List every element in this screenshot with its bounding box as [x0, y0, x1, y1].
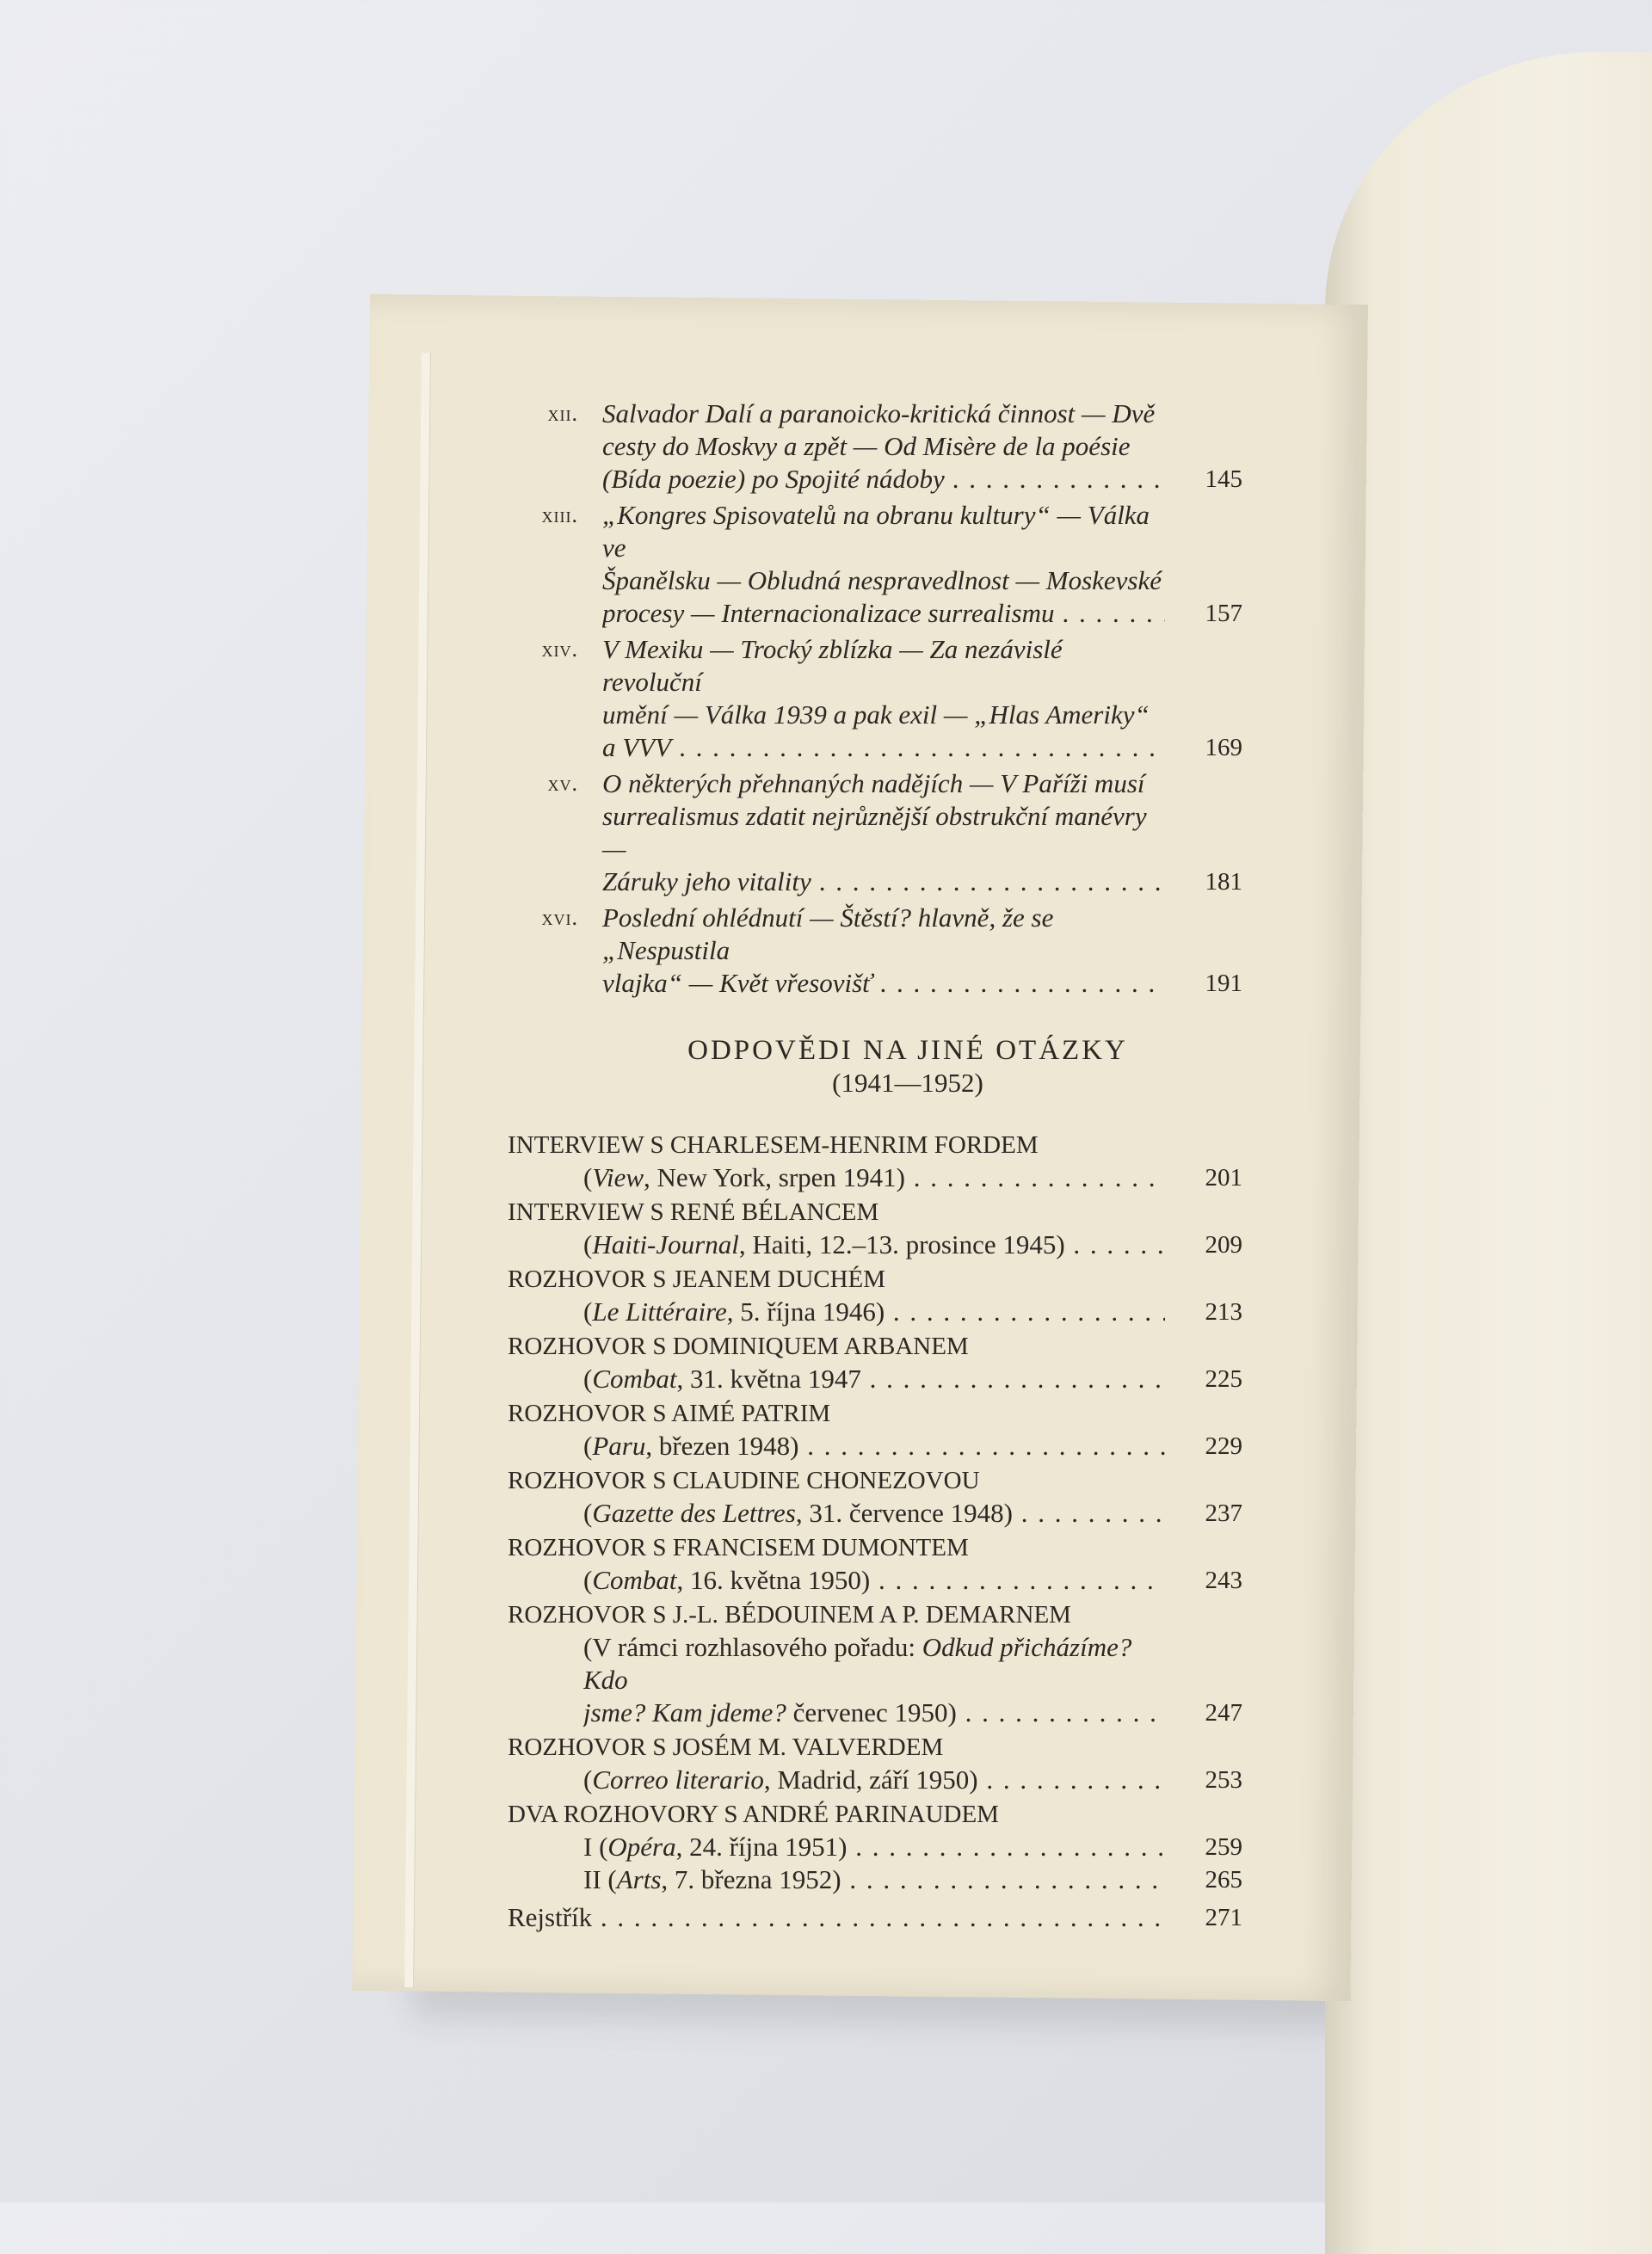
- toc-interview-radio: [508, 1598, 1248, 1729]
- chapter-line: Salvador Dalí a paranoicko-kritická činnost — Dvě: [602, 398, 1156, 428]
- toc-interview: [508, 1464, 1248, 1530]
- source-details: , New York, srpen 1941): [644, 1162, 905, 1192]
- toc-chapter-xiii: [508, 499, 1248, 630]
- page-number: 209: [1205, 1231, 1242, 1259]
- toc-interview: [508, 1531, 1248, 1597]
- interview-title: ROZHOVOR S JEANEM DUCHÉM: [508, 1266, 886, 1293]
- page-number: 253: [1205, 1766, 1242, 1794]
- source-publication: Correo literario: [592, 1764, 764, 1795]
- interview-title: ROZHOVOR S FRANCISEM DUMONTEM: [508, 1534, 969, 1561]
- toc-interview: [508, 1397, 1248, 1463]
- sub-entry: [508, 1831, 1248, 1863]
- page-number: 243: [1205, 1567, 1242, 1594]
- source-publication: Combat: [592, 1364, 677, 1394]
- page-number: 169: [1205, 734, 1242, 761]
- interview-source: (Gazette des Lettres, 31. července 1948) . . .: [583, 1497, 1165, 1530]
- interview-title: INTERVIEW S CHARLESEM-HENRIM FORDEM: [508, 1131, 1039, 1159]
- interview-source: (View, New York, srpen 1941) . . .: [583, 1161, 1165, 1194]
- interview-source: [583, 1631, 1165, 1697]
- page-number: 191: [1205, 970, 1242, 997]
- interview-title: ROZHOVOR S CLAUDINE CHONEZOVOU: [508, 1467, 980, 1494]
- interview-source: [583, 1697, 1165, 1729]
- source-details: červenec 1950): [786, 1697, 957, 1727]
- sub-prefix: I (: [583, 1832, 608, 1862]
- source-details: , 31. května 1947: [676, 1364, 861, 1394]
- chapter-line: (Bída poezie) po Spojité nádoby . . .: [602, 463, 1165, 496]
- toc-chapter-xv: [508, 767, 1248, 898]
- toc-interview: [508, 1129, 1248, 1194]
- table-of-contents: [508, 397, 1248, 1934]
- toc-chapter-xvi: [508, 902, 1248, 1000]
- toc-chapter-xiv: [508, 633, 1248, 764]
- chapter-line: vlajka“ — Květ vřesovišť . . .: [602, 967, 1165, 1000]
- source-publication: View: [592, 1162, 644, 1192]
- source-program: Odkud přicházíme? Kdo: [583, 1632, 1132, 1695]
- toc-interview: [508, 1263, 1248, 1328]
- chapter-line: V Mexiku — Trocký zblízka — Za nezávislé revoluční: [602, 634, 1063, 697]
- toc-index: [508, 1901, 1248, 1934]
- source-publication: Paru: [592, 1431, 646, 1461]
- interview-title: ROZHOVOR S AIMÉ PATRIM: [508, 1400, 831, 1427]
- source-details: , 7. března 1952): [661, 1864, 841, 1894]
- source-publication: Le Littéraire: [592, 1296, 727, 1327]
- source-details: (V rámci rozhlasového pořadu:: [583, 1632, 922, 1662]
- interview-source: (Paru, březen 1948) . . .: [583, 1430, 1165, 1463]
- source-details: , 31. července 1948): [795, 1498, 1014, 1528]
- toc-chapter-xii: [508, 397, 1248, 496]
- source-publication: Opéra: [607, 1832, 676, 1862]
- interview-title: ROZHOVOR S JOSÉM M. VALVERDEM: [508, 1734, 944, 1761]
- chapter-line: Španělsku — Obludná nespravedlnost — Moskevské: [602, 565, 1162, 595]
- page-number: 237: [1205, 1500, 1242, 1527]
- interview-title: INTERVIEW S RENÉ BÉLANCEM: [508, 1198, 879, 1226]
- source-details: , 5. října 1946): [726, 1296, 885, 1327]
- toc-interview: [508, 1196, 1248, 1261]
- chapter-number: xiii.: [541, 502, 578, 527]
- chapter-line: umění — Válka 1939 a pak exil — „Hlas Ameriky“: [602, 699, 1150, 730]
- page-number: 157: [1205, 600, 1242, 627]
- interview-source: (Correo literario, Madrid, září 1950) . . .: [583, 1764, 1165, 1796]
- chapter-line: procesy — Internacionalizace surrealismu . . .: [602, 597, 1165, 630]
- page-number: 229: [1205, 1432, 1242, 1460]
- source-details: , březen 1948): [645, 1431, 799, 1461]
- interview-source: (Le Littéraire, 5. října 1946) . . .: [583, 1296, 1165, 1328]
- interview-source: (Combat, 31. května 1947 . . .: [583, 1363, 1165, 1395]
- source-publication: Combat: [592, 1565, 677, 1595]
- sub-entry: [508, 1863, 1248, 1896]
- chapter-line: a VVV . . .: [602, 731, 1165, 764]
- page-number: 181: [1205, 868, 1242, 896]
- toc-interview-parinaud: [508, 1798, 1248, 1896]
- page-number: 201: [1205, 1164, 1242, 1192]
- page-number: 145: [1205, 465, 1242, 493]
- index-label: Rejstřík . . .: [508, 1901, 1165, 1934]
- source-publication: Haiti-Journal: [592, 1229, 739, 1259]
- source-program: jsme? Kam jdeme?: [583, 1697, 786, 1727]
- toc-interview: [508, 1731, 1248, 1796]
- chapter-number: xv.: [547, 771, 578, 796]
- interview-title: ROZHOVOR S J.-L. BÉDOUINEM A P. DEMARNEM: [508, 1601, 1071, 1629]
- section-years: (1941—1952): [832, 1068, 983, 1098]
- chapter-number: xvi.: [541, 905, 578, 930]
- chapter-line: „Kongres Spisovatelů na obranu kultury“ — Válka ve: [602, 500, 1150, 563]
- chapter-number: xiv.: [541, 637, 578, 662]
- sub-prefix: II (: [583, 1864, 617, 1894]
- chapter-line: O některých přehnaných nadějích — V Paříži musí: [602, 768, 1145, 798]
- source-details: , 24. října 1951): [675, 1832, 848, 1862]
- chapter-line: cesty do Moskvy a zpět — Od Misère de la poésie: [602, 431, 1131, 461]
- interview-title: ROZHOVOR S DOMINIQUEM ARBANEM: [508, 1333, 969, 1360]
- interview-source: (Combat, 16. května 1950) . . .: [583, 1564, 1165, 1597]
- source-details: , Madrid, září 1950): [763, 1764, 978, 1795]
- facing-page: [1325, 52, 1652, 2254]
- source-details: , Haiti, 12.–13. prosince 1945): [738, 1229, 1065, 1259]
- toc-interview: [508, 1330, 1248, 1395]
- source-details: , 16. května 1950): [676, 1565, 871, 1595]
- page-number: 259: [1205, 1833, 1242, 1861]
- source-publication: Arts: [616, 1864, 662, 1894]
- chapter-line: Poslední ohlédnutí — Štěstí? hlavně, že se „Nespustila: [602, 902, 1054, 965]
- chapter-line: Záruky jeho vitality . . .: [602, 865, 1165, 898]
- interview-source: (Haiti-Journal, Haiti, 12.–13. prosince 1945) . . .: [583, 1229, 1165, 1261]
- page-number: 271: [1205, 1904, 1242, 1931]
- chapter-number: xii.: [547, 401, 578, 426]
- page-number: 213: [1205, 1298, 1242, 1326]
- page-number: 247: [1205, 1699, 1242, 1727]
- interview-title: DVA ROZHOVORY S ANDRÉ PARINAUDEM: [508, 1801, 999, 1828]
- section-heading: ODPOVĚDI NA JINÉ OTÁZKY: [687, 1035, 1128, 1066]
- source-publication: Gazette des Lettres: [592, 1498, 796, 1528]
- chapter-line: surrealismus zdatit nejrůznější obstrukční manévry —: [602, 801, 1147, 864]
- page-number: 265: [1205, 1866, 1242, 1894]
- page-number: 225: [1205, 1365, 1242, 1393]
